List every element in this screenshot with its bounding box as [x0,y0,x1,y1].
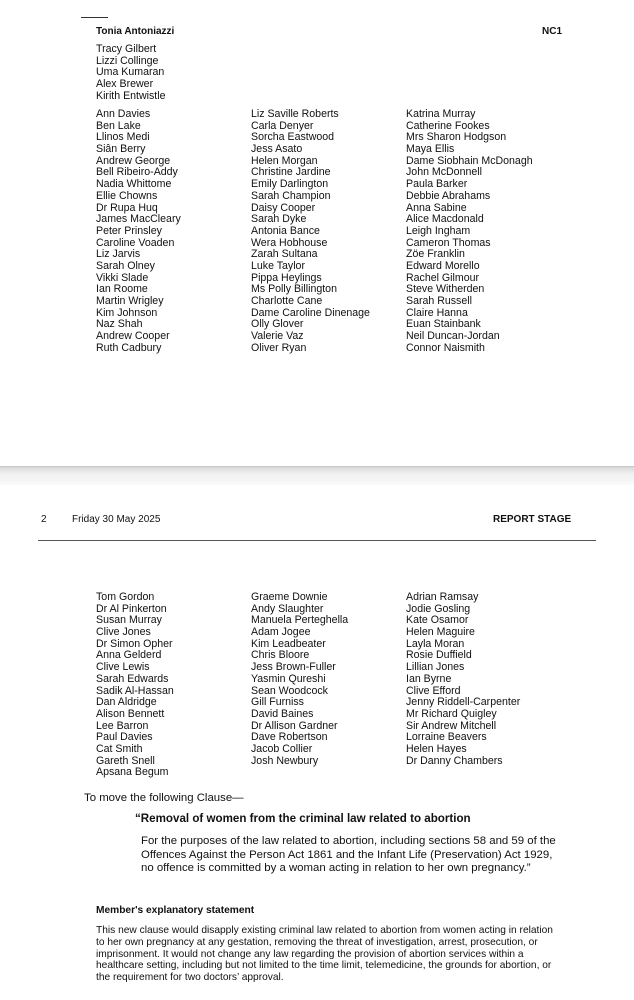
member-name: Kirith Entwistle [96,89,166,102]
member-name: Adrian Ramsay [406,591,479,603]
member-name: Andrew George [96,154,171,167]
member-name: Alison Bennett [96,707,165,720]
member-name: Ellie Chowns [96,189,158,202]
member-name: Susan Murray [96,614,162,627]
member-name: Christine Jardine [251,166,331,179]
member-name: Josh Newbury [251,754,319,767]
member-name: Helen Morgan [251,154,318,167]
clause-body: For the purposes of the law related to abortion, including sections 58 and 59 of the Offences Against the Person Act 1861 and the Infant Life (Preservation) Act 1929, no offence is committed by a woman acting in relation to her own pregnancy.” [141,835,556,875]
member-name: David Baines [251,707,314,720]
member-name: Gill Furniss [251,696,304,709]
member-name: Valerie Vaz [251,330,304,343]
member-name: Naz Shah [96,318,143,331]
member-name: Jacob Collier [251,742,313,755]
member-name: Anna Gelderd [96,649,162,662]
member-name: Claire Hanna [406,306,468,319]
member-name: Liz Saville Roberts [251,108,339,120]
member-name: Rachel Gilmour [406,271,480,284]
move-instruction: To move the following Clause— [84,792,244,804]
member-name: Antonia Bance [251,224,320,237]
member-name: Sarah Edwards [96,672,169,685]
member-name: Catherine Fookes [406,119,490,132]
member-name: Uma Kumaran [96,66,165,79]
member-name: Connor Naismith [406,341,485,354]
member-name: Cat Smith [96,742,143,755]
member-name: Paul Davies [96,731,153,744]
member-name: Jess Asato [251,143,303,156]
member-name: Zarah Sultana [251,248,318,261]
page-number: 2 [41,514,47,525]
member-name: Tom Gordon [96,591,155,603]
member-name: Sean Woodcock [251,684,328,697]
page-2 [0,484,634,1000]
member-name: Sadik Al-Hassan [96,684,174,697]
page-1 [0,0,634,466]
page2-column-3 [406,592,520,767]
member-name: Graeme Downie [251,591,328,603]
member-name: Anna Sabine [406,201,467,214]
page2-column-1 [96,592,174,779]
member-name: Clive Jones [96,626,151,639]
member-name: Llinos Medi [96,131,150,144]
member-name: Ian Roome [96,283,148,296]
page-gap [0,466,634,485]
member-name: Sarah Russell [406,295,472,307]
member-name: Bell Ribeiro-Addy [96,166,178,179]
member-name: Debbie Abrahams [406,189,491,202]
member-name: Katrina Murray [406,108,476,120]
clause-title: “Removal of women from the criminal law related to abortion [135,812,471,825]
member-name: Sarah Olney [96,259,155,272]
member-name: Oliver Ryan [251,341,307,354]
member-name: Steve Witherden [406,283,485,296]
member-name: Dame Caroline Dinenage [251,306,370,319]
member-name: Martin Wrigley [96,295,164,307]
member-name: Kate Osamor [406,614,469,627]
member-name: Lee Barron [96,719,149,732]
page1-column-3 [406,109,533,354]
page2-column-2 [251,592,348,767]
lead-name: Tonia Antoniazzi [96,26,175,37]
member-name: Dame Siobhain McDonagh [406,154,533,167]
member-name: Dr Simon Opher [96,637,173,650]
member-name: Helen Maguire [406,626,475,639]
stage-label: REPORT STAGE [493,514,572,525]
explanatory-heading: Member's explanatory statement [96,905,255,916]
sitting-date: Friday 30 May 2025 [72,514,161,525]
member-name: Sarah Dyke [251,213,307,226]
member-name: Clive Efford [406,684,461,697]
page1-column-1 [96,109,181,354]
member-name: Jodie Gosling [406,602,471,615]
member-name: Ben Lake [96,119,141,132]
member-name: Maya Ellis [406,143,455,156]
member-name: Jenny Riddell-Carpenter [406,696,521,709]
member-name: Ruth Cadbury [96,341,162,354]
explanatory-text: This new clause would disapply existing criminal law related to abortion from women acting in relation to her own pregnancy at any gestation, removing the threat of investigation, arrest, prosecution, or imprisonment. It would not change any law regarding the provision of abortion services within a healthcare setting, including but not limited to the time limit, telemedicine, the grounds for abortion, or the requirement for two doctors’ approval. [96,925,553,984]
header-rule [38,540,596,541]
member-name: Dave Robertson [251,731,328,744]
member-name: Kim Leadbeater [251,637,326,650]
member-name: Cameron Thomas [406,236,491,249]
member-name: Sarah Champion [251,189,331,202]
member-name: Chris Bloore [251,649,310,662]
member-name: Euan Stainbank [406,318,481,331]
member-name: Dan Aldridge [96,696,157,709]
member-name: Pippa Heylings [251,271,322,284]
member-name: Peter Prinsley [96,224,162,237]
member-name: Emily Darlington [251,178,329,191]
member-name: Nadia Whittome [96,178,172,191]
member-name: Edward Morello [406,259,480,272]
member-name: John McDonnell [406,166,482,179]
member-name: Tracy Gilbert [96,43,157,55]
member-name: Luke Taylor [251,259,305,272]
member-name: Dr Rupa Huq [96,201,158,214]
member-name: Liz Jarvis [96,248,141,261]
member-name: Ian Byrne [406,672,452,685]
member-name: Zöe Franklin [406,248,465,261]
member-name: Gareth Snell [96,754,155,767]
member-name: Mr Richard Quigley [406,707,497,720]
member-name: Kim Johnson [96,306,158,319]
lead-group-list [96,44,165,102]
member-name: Dr Al Pinkerton [96,602,167,615]
member-name: James MacCleary [96,213,181,226]
member-name: Ms Polly Billington [251,283,337,296]
member-name: Charlotte Cane [251,295,323,307]
member-name: Daisy Cooper [251,201,316,214]
member-name: Siân Berry [96,143,146,156]
member-name: Alex Brewer [96,78,154,91]
member-name: Helen Hayes [406,742,467,755]
member-name: Manuela Perteghella [251,614,349,627]
member-name: Carla Denyer [251,119,314,132]
member-name: Dr Danny Chambers [406,754,503,767]
member-name: Neil Duncan-Jordan [406,330,500,343]
member-name: Sorcha Eastwood [251,131,335,144]
member-name: Rosie Duffield [406,649,472,662]
member-name: Paula Barker [406,178,468,191]
member-name: Lillian Jones [406,661,465,674]
member-name: Apsana Begum [96,766,169,779]
member-name: Wera Hobhouse [251,236,328,249]
clause-ref: NC1 [542,26,563,37]
member-name: Layla Moran [406,637,465,650]
member-name: Leigh Ingham [406,224,471,237]
member-name: Alice Macdonald [406,213,484,226]
member-name: Clive Lewis [96,661,150,674]
member-name: Sir Andrew Mitchell [406,719,497,732]
member-name: Andy Slaughter [251,602,324,615]
member-name: Lorraine Beavers [406,731,487,744]
member-name: Vikki Slade [96,271,149,284]
member-name: Dr Allison Gardner [251,719,338,732]
member-name: Yasmin Qureshi [251,672,326,685]
member-name: Ann Davies [96,108,151,120]
member-name: Caroline Voaden [96,236,175,249]
member-name: Jess Brown-Fuller [251,661,336,674]
page1-column-2 [251,109,370,354]
member-name: Adam Jogee [251,626,311,639]
member-name: Andrew Cooper [96,330,170,343]
member-name: Lizzi Collinge [96,54,159,67]
top-rule [81,17,108,18]
member-name: Mrs Sharon Hodgson [406,131,507,144]
member-name: Olly Glover [251,318,304,331]
